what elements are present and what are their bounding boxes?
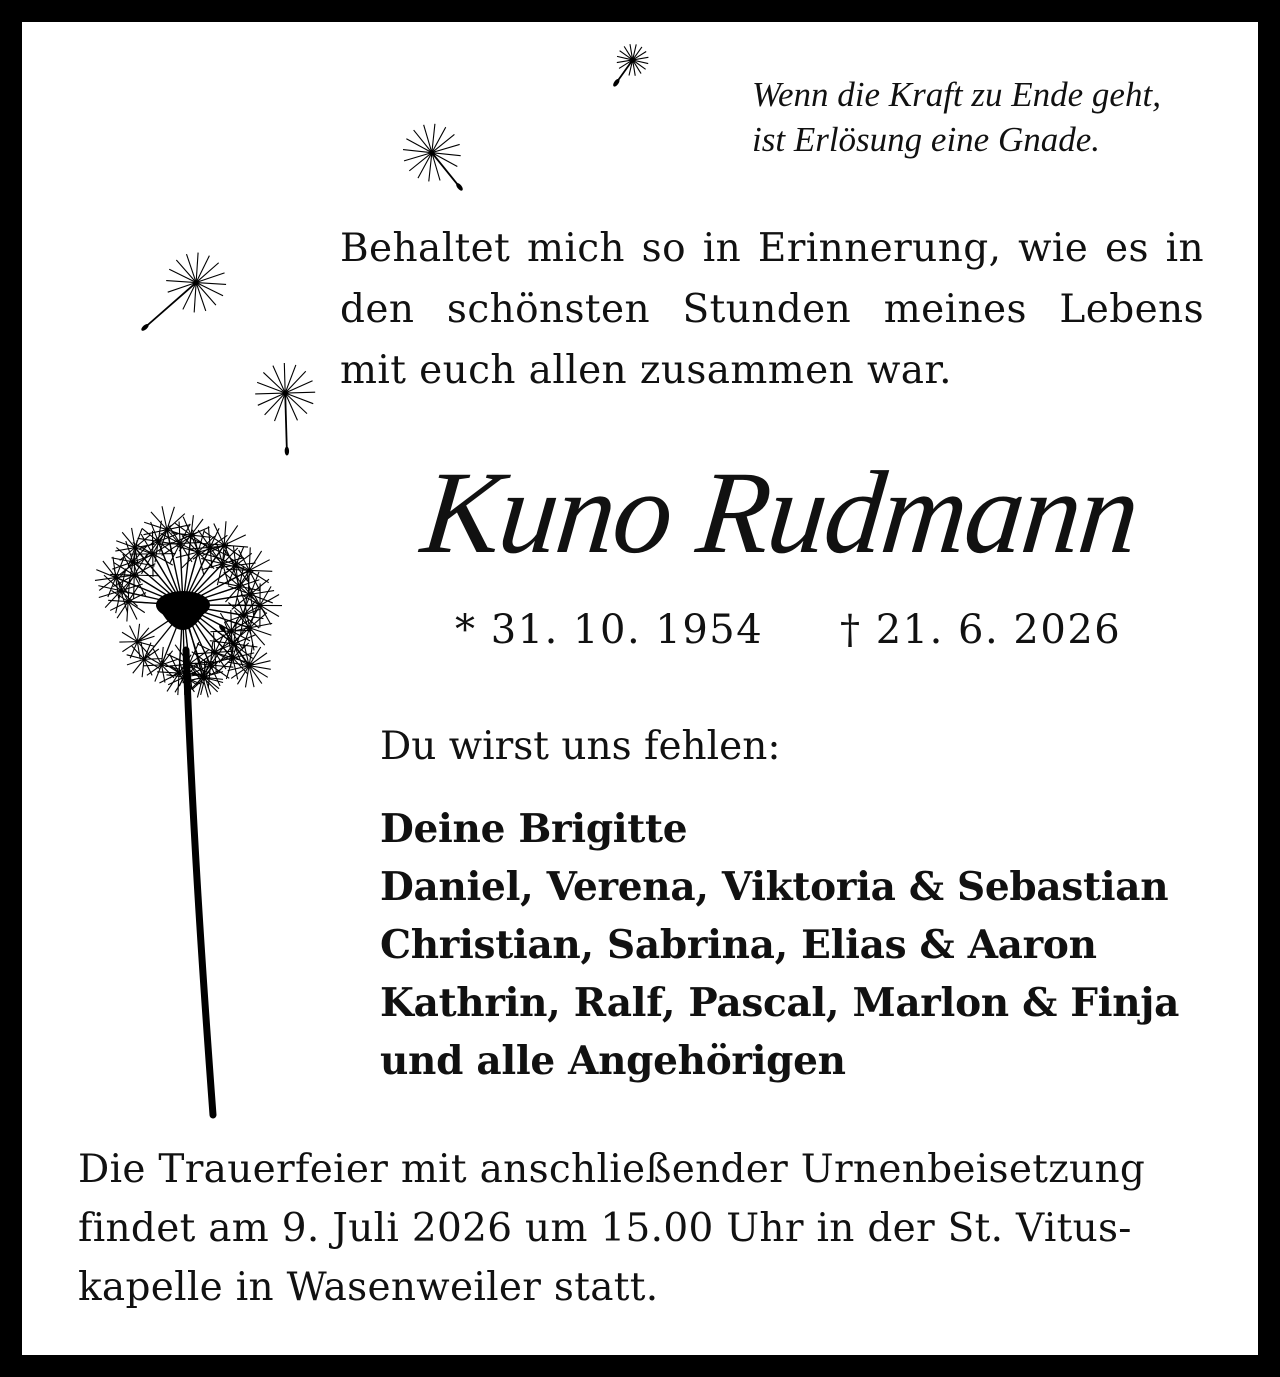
motto-line-1: Wenn die Kraft zu Ende geht, <box>752 75 1161 114</box>
deceased-name: Kuno Rudmann <box>416 447 1144 578</box>
mourner-line: Daniel, Verena, Viktoria & Sebastian <box>380 864 1169 910</box>
motto-line-2: ist Erlösung eine Gnade. <box>752 120 1101 159</box>
mourner-line: Deine Brigitte <box>380 806 688 852</box>
service-line-3: kapelle in Wasenweiler statt. <box>78 1265 659 1310</box>
service-info <box>78 1140 1206 1317</box>
dandelion-seed-icon <box>255 363 315 456</box>
motto-quote <box>752 72 1222 162</box>
mourner-line: Kathrin, Ralf, Pascal, Marlon & Finja <box>380 980 1180 1026</box>
death-date: † 21. 6. 2026 <box>840 607 1122 653</box>
birth-date: * 31. 10. 1954 <box>455 607 764 653</box>
dandelion-seed-icon <box>612 44 648 87</box>
mourners-list <box>380 800 1220 1090</box>
service-line-2: findet am 9. Juli 2026 um 15.00 Uhr in der St. Vitus- <box>78 1206 1132 1251</box>
service-line-1: Die Trauerfeier mit anschließender Urnenbeisetzung <box>78 1147 1146 1192</box>
dandelion-seed-icon <box>403 124 464 192</box>
dandelion-icon <box>95 506 282 1115</box>
memorial-verse: Behaltet mich so in Erinnerung, wie es in den schönsten Stunden meines Lebens mit euch allen zusammen war. <box>340 226 1204 393</box>
missed-line: Du wirst uns fehlen: <box>380 724 781 769</box>
mourner-line: und alle Angehörigen <box>380 1038 846 1084</box>
mourner-line: Christian, Sabrina, Elias & Aaron <box>380 922 1097 968</box>
dandelion-seed-icon <box>140 253 226 332</box>
